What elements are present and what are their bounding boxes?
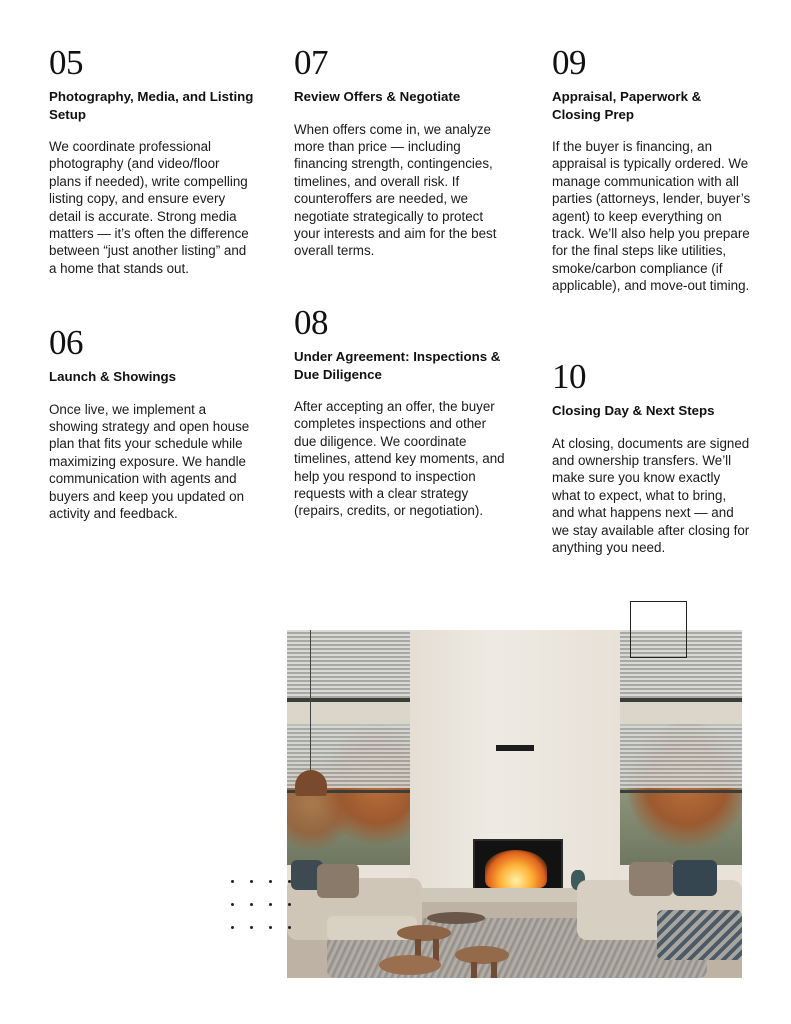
step-number: 07 xyxy=(294,43,328,82)
step-title: Photography, Media, and Listing Setup xyxy=(49,89,254,122)
step-title: Launch & Showings xyxy=(49,369,177,384)
living-room-fireplace-photo xyxy=(287,630,742,978)
left-upper-blinds xyxy=(287,630,410,698)
step-body: After accepting an offer, the buyer completes inspections and other due diligence. We coordinate timelines, attend key moments, and help you respond to inspection requests with a clear strategy (repairs, credits, or negotiation). xyxy=(294,399,505,519)
decorative-square-frame xyxy=(630,601,687,658)
wooden-stool xyxy=(397,925,451,941)
step-08 xyxy=(294,305,512,520)
step-number: 05 xyxy=(49,43,83,82)
step-body: Once live, we implement a showing strategy and open house plan that fits your schedule while maximizing exposure. We handle communication with agents and buyers and keep you updated on activity and feedback. xyxy=(49,401,250,521)
step-09 xyxy=(552,45,752,295)
step-title: Appraisal, Paperwork & Closing Prep xyxy=(552,89,702,122)
pendant-lamp xyxy=(295,770,327,796)
step-body: When offers come in, we analyze more than price — including financing strength, contingencies, timelines, and overall risk. If counteroffers are needed, we negotiate strategically to protect your interests and aim for the best overall terms. xyxy=(294,121,497,259)
step-05 xyxy=(49,45,254,277)
step-07 xyxy=(294,45,512,260)
step-06 xyxy=(49,325,254,522)
step-body: We coordinate professional photography (and video/floor plans if needed), write compelling listing copy, and ensure every detail is accurate. Strong media matters — it’s often the difference between “just another listing” and a home that stands out. xyxy=(49,139,249,276)
step-title: Closing Day & Next Steps xyxy=(552,403,715,418)
decorative-dot-grid xyxy=(231,880,291,935)
step-number: 08 xyxy=(294,303,328,342)
step-number: 10 xyxy=(552,357,586,396)
step-body: If the buyer is financing, an appraisal is typically ordered. We manage communication with all parties (attorneys, lender, buyer’s agent) to keep everything on track. We’ll also help you prepare for the final steps like utilities, smoke/carbon compliance (if applicable), and move-out timing. xyxy=(552,139,751,294)
step-number: 06 xyxy=(49,323,83,362)
step-body: At closing, documents are signed and ownership transfers. We’ll make sure you know exactly what to expect, what to bring, and what happens next — and we stay available after closing for anything you need. xyxy=(552,435,750,555)
step-number: 09 xyxy=(552,43,586,82)
step-title: Under Agreement: Inspections & Due Diligence xyxy=(294,349,501,382)
step-10 xyxy=(552,359,752,556)
step-title: Review Offers & Negotiate xyxy=(294,89,461,104)
